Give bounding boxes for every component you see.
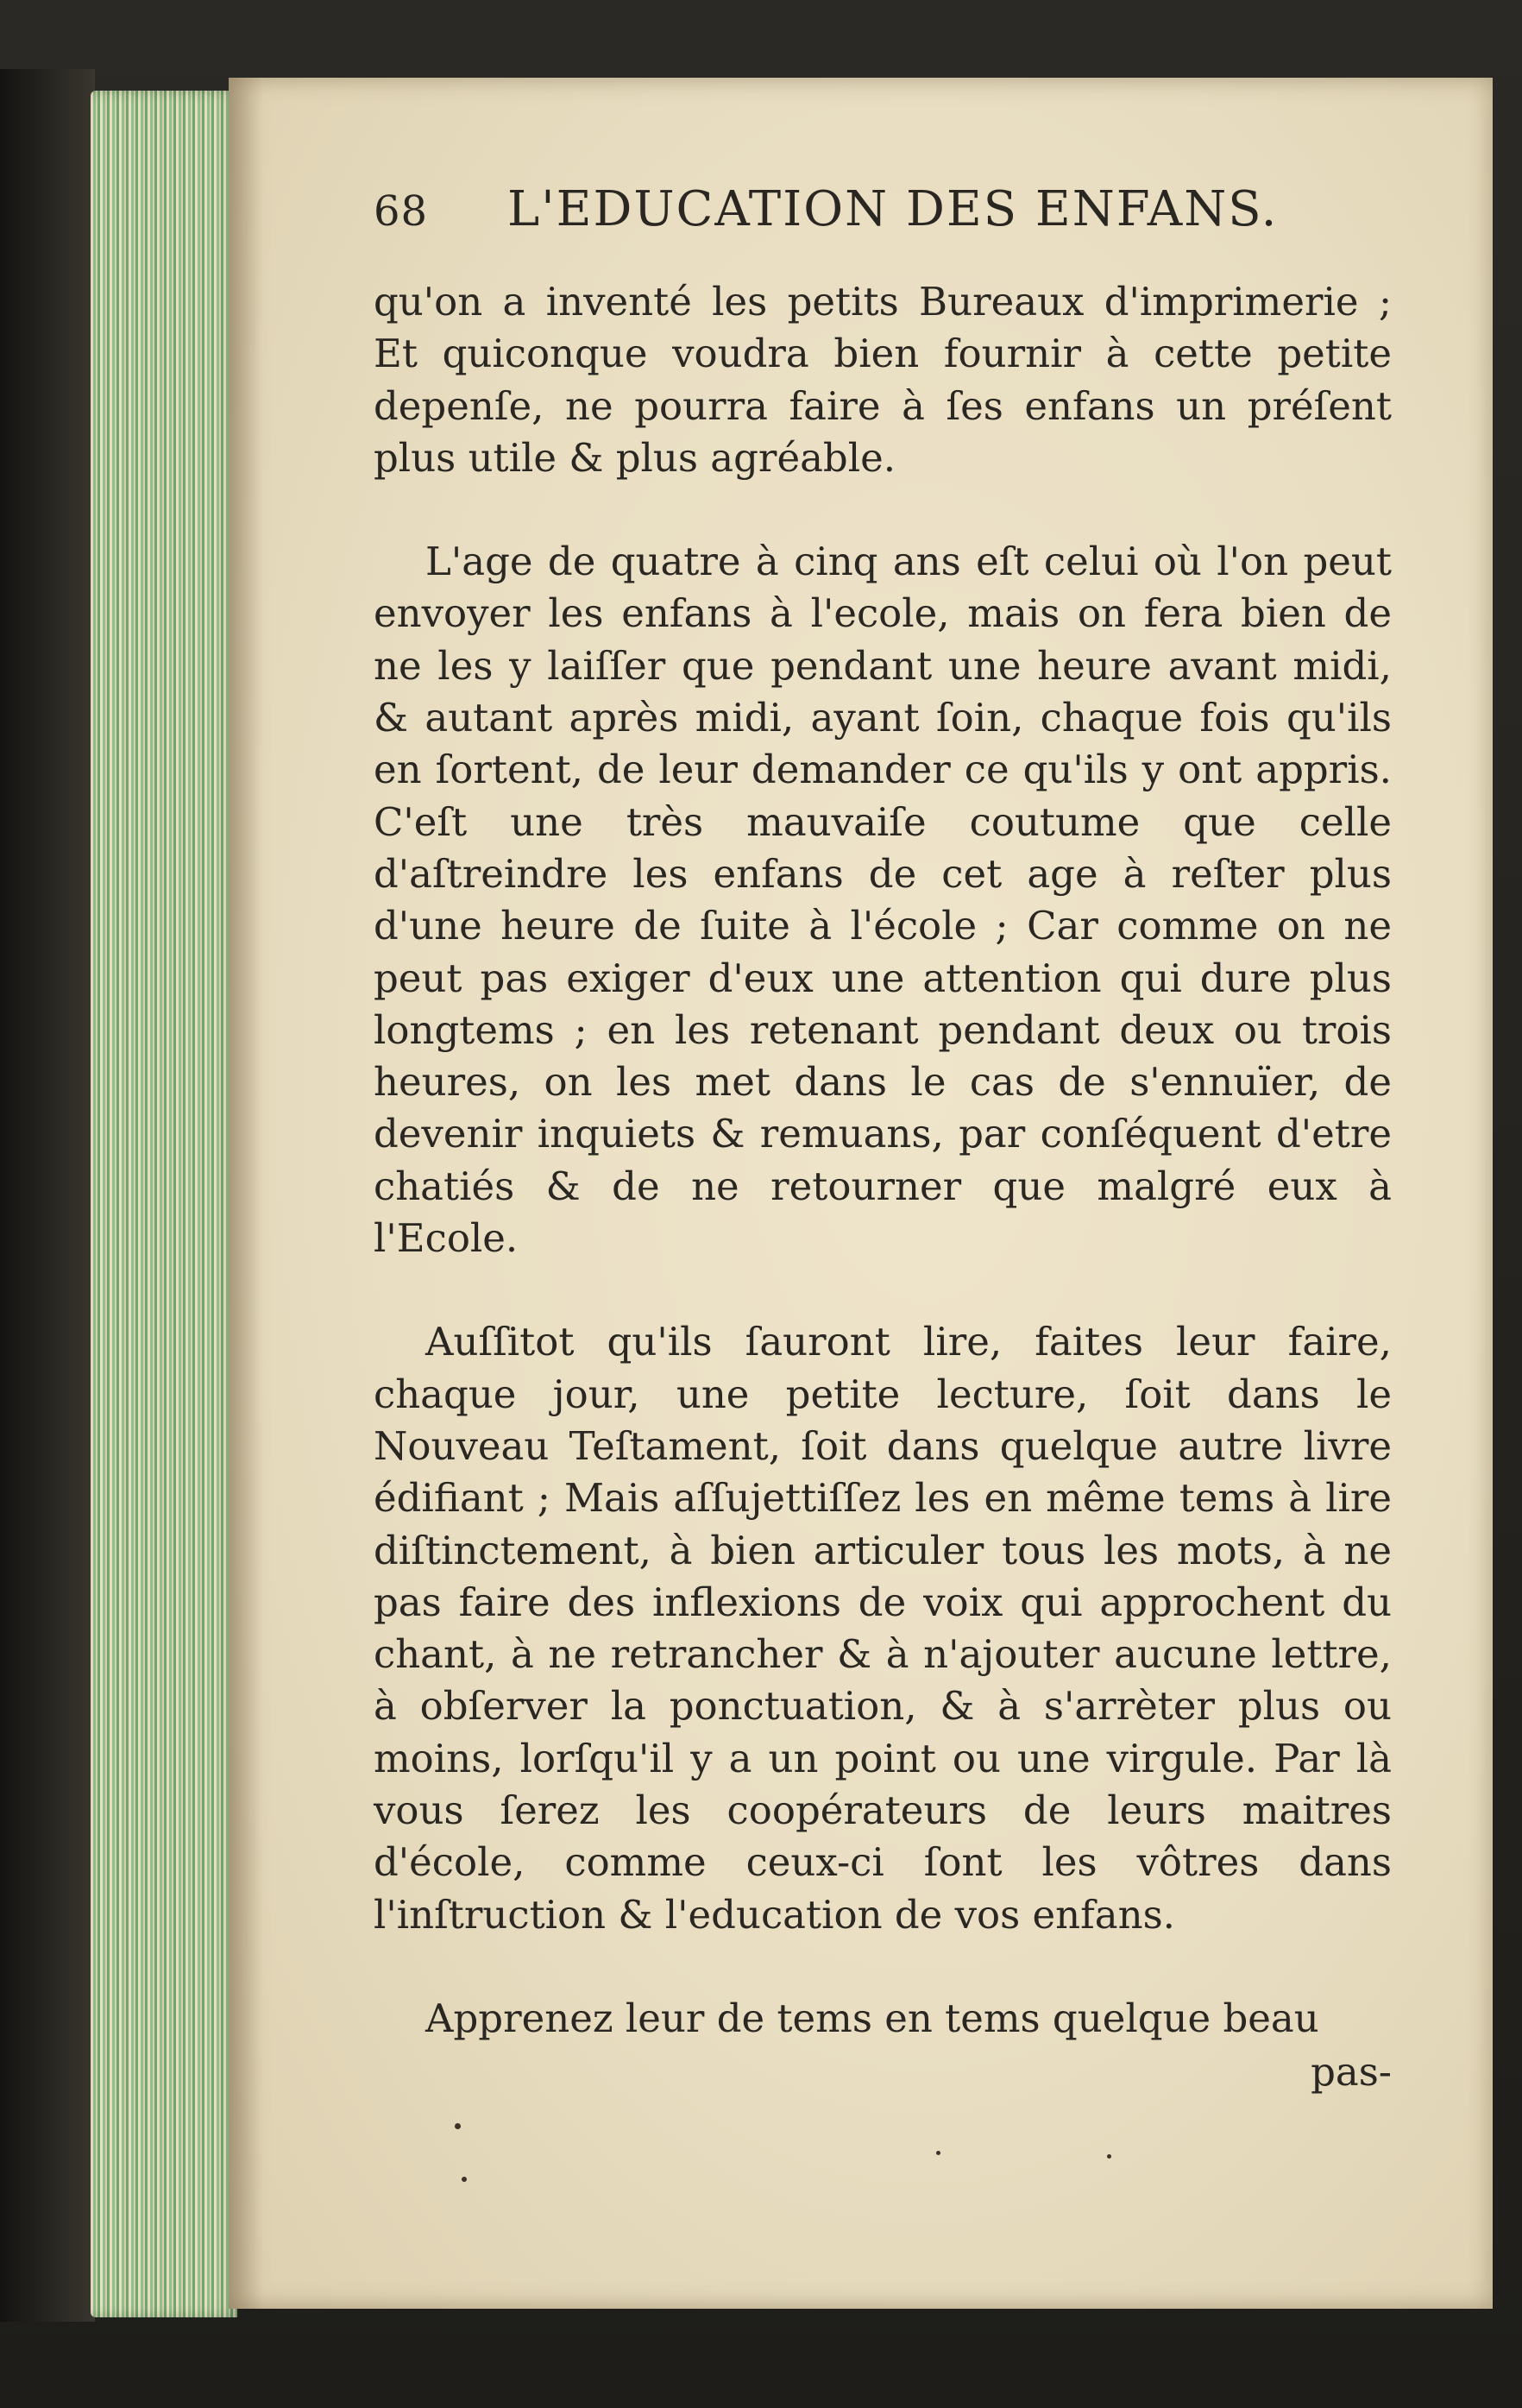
paragraph-reading: Auſſitot qu'ils ſauront lire, faites leur faire, chaque jour, une petite lecture, ſoit dans le Nouveau Teſtament, ſoit dans quelque autre livre édifiant ; Mais aſſujettiſſez les en même tems à lire diſtinctement, à bien articuler tous les mots, à ne pas faire des inflexions de voix qui approchent du chant, à ne retrancher & à n'ajouter aucune lettre, à obſerver la ponctuation, & à s'arrèter plus ou moins, lorſqu'il y a un point ou une virgule. Par là vous ſerez les coopérateurs de leurs maitres d'école, comme ceux-ci ſont les vôtres dans l'inſtruction & l'education de vos enfans. — [374, 1319, 1392, 1938]
page-edges — [91, 91, 237, 2317]
text-block — [374, 181, 1392, 2098]
book-cover — [0, 69, 95, 2322]
page-header — [374, 181, 1392, 276]
ink-speck — [936, 2151, 940, 2155]
catchword: pas- — [1311, 2049, 1392, 2096]
page-gutter-shadow — [229, 78, 263, 2309]
ink-speck — [455, 2123, 461, 2129]
paragraph-continuation: qu'on a inventé les petits Bureaux d'imprimerie ; Et quiconque voudra bien fournir à cette petite depenſe, ne pourra faire à ſes enfans un préſent plus utile & plus agréable. — [374, 279, 1392, 481]
running-title: L'EDUCATION DES ENFANS. — [507, 181, 1279, 237]
ink-speck — [1107, 2154, 1111, 2159]
book-page — [229, 78, 1493, 2309]
page-number: 68 — [374, 187, 429, 236]
ink-speck — [462, 2177, 467, 2182]
paragraph-school-age: L'age de quatre à cinq ans eſt celui où l'on peut envoyer les enfans à l'ecole, mais on fera bien de ne les y laiſſer que pendant une heure avant midi, & autant après midi, ayant ſoin, chaque fois qu'ils en ſortent, de leur demander ce qu'ils y ont appris. C'eſt une très mauvaiſe coutume que celle d'aſtreindre les enfans de cet age à reſter plus d'une heure de ſuite à l'école ; Car comme on ne peut pas exiger d'eux une attention qui dure plus longtems ; en les retenant pendant deux ou trois heures, on les met dans le cas de s'ennuïer, de devenir inquiets & remuans, par conſéquent d'etre chatiés & de ne retourner que malgré eux à l'Ecole. — [374, 539, 1392, 1262]
paragraph-recitation: Apprenez leur de tems en tems quelque beau — [425, 1995, 1319, 2041]
